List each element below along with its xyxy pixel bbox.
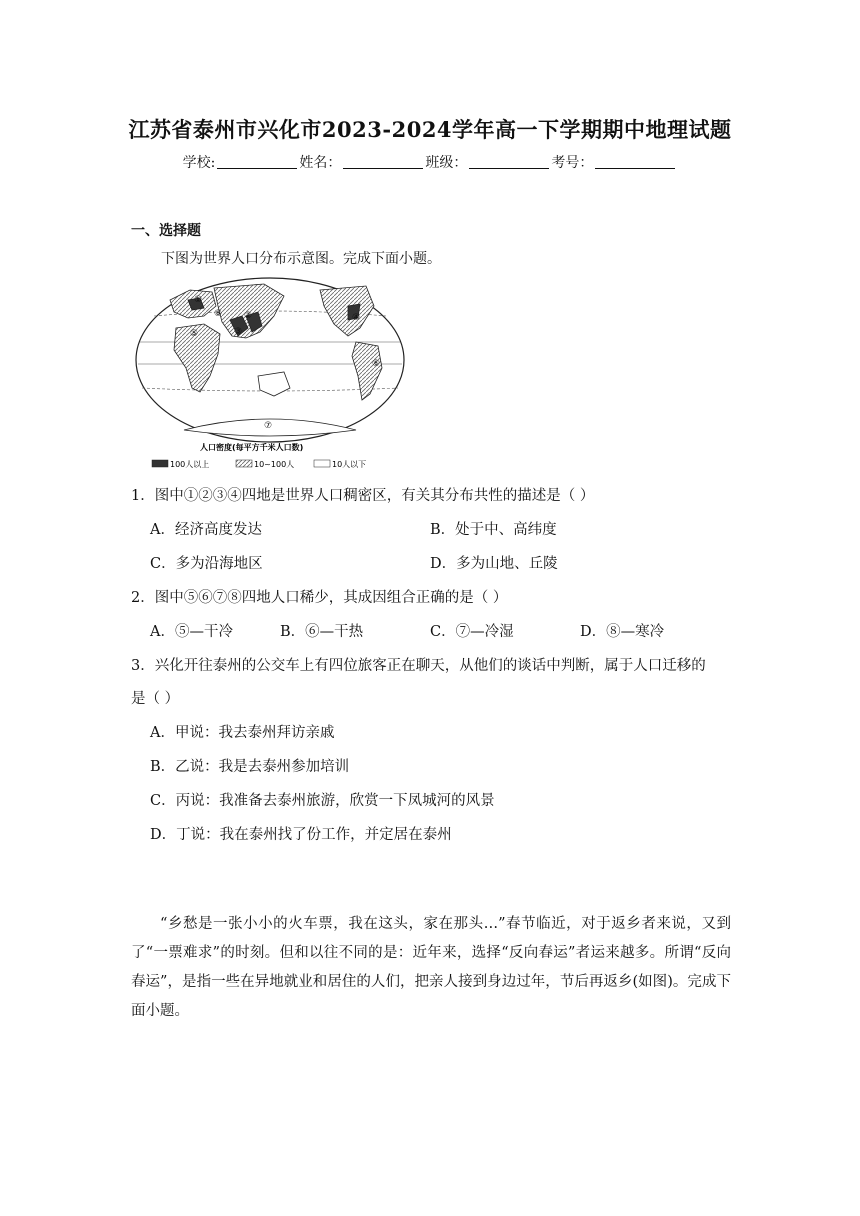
legend-title: 人口密度(每平方千米人口数) xyxy=(200,443,304,452)
map-legend xyxy=(152,459,366,469)
q2-option-b[interactable]: B．⑥—干热 xyxy=(280,624,364,640)
question-2-stem: 2．图中⑤⑥⑦⑧四地人口稀少，其成因组合正确的是（ ） xyxy=(131,590,508,606)
intro-text: 下图为世界人口分布示意图。完成下面小题。 xyxy=(161,251,441,267)
legend-medium: 10~100人 xyxy=(254,460,295,469)
exam-no-blank[interactable] xyxy=(595,154,675,169)
name-label: 姓名： xyxy=(299,155,342,171)
class-blank[interactable] xyxy=(469,154,549,169)
school-blank[interactable] xyxy=(217,154,297,169)
marker-2: ② xyxy=(244,311,253,321)
marker-7: ⑦ xyxy=(264,421,273,431)
marker-5: ⑤ xyxy=(190,329,199,339)
passage-text: “乡愁是一张小小的火车票，我在这头，家在那头…”春节临近，对于返乡者来说，又到了“一票难求”的时刻。但和以往不同的是：近年来，选择“反向春运”者运来越多。所谓“反向春运”，是指一些在异地就业和居住的人们，把亲人接到身边过年，节后再返乡(如图)。完成下面小题。 xyxy=(131,916,731,1019)
question-1-stem: 1．图中①②③④四地是世界人口稠密区，有关其分布共性的描述是（ ） xyxy=(131,488,595,504)
q3-option-d[interactable]: D．丁说：我在泰州找了份工作，并定居在泰州 xyxy=(150,827,452,843)
legend-swatch-dense xyxy=(152,460,168,467)
question-3-stem-line2: 是（ ） xyxy=(131,691,180,707)
name-blank[interactable] xyxy=(343,154,423,169)
student-info-line xyxy=(0,152,860,172)
q1-option-a[interactable]: A．经济高度发达 xyxy=(150,522,262,538)
marker-1: ① xyxy=(194,295,203,305)
q3-option-c[interactable]: C．丙说：我准备去泰州旅游，欣赏一下凤城河的风景 xyxy=(150,793,495,809)
q1-option-b[interactable]: B．处于中、高纬度 xyxy=(430,522,557,538)
school-label: 学校: xyxy=(182,155,216,171)
legend-dense: 100人以上 xyxy=(170,460,210,469)
q2-option-c[interactable]: C．⑦—冷湿 xyxy=(430,624,514,640)
question-3-stem-line1: 3．兴化开往泰州的公交车上有四位旅客正在聊天，从他们的谈话中判断，属于人口迁移的 xyxy=(131,658,706,674)
q2-option-a[interactable]: A．⑤—干冷 xyxy=(150,624,233,640)
q3-option-a[interactable]: A．甲说：我去泰州拜访亲戚 xyxy=(150,725,335,741)
exam-no-label: 考号： xyxy=(551,155,594,171)
page-title: 江苏省泰州市兴化市2023-2024学年高一下学期期中地理试题 xyxy=(128,117,732,142)
marker-6: ⑥ xyxy=(372,359,381,369)
q3-option-b[interactable]: B．乙说：我是去泰州参加培训 xyxy=(150,759,350,775)
marker-3: ③ xyxy=(234,327,243,337)
legend-swatch-sparse xyxy=(314,460,330,467)
class-label: 班级： xyxy=(425,155,468,171)
q1-option-d[interactable]: D．多为山地、丘陵 xyxy=(430,556,558,572)
section-heading: 一、选择题 xyxy=(131,223,201,239)
legend-swatch-medium xyxy=(236,460,252,467)
marker-4: ④ xyxy=(352,313,361,323)
q2-option-d[interactable]: D．⑧—寒冷 xyxy=(580,624,665,640)
marker-8: ⑧ xyxy=(214,309,223,319)
legend-sparse: 10人以下 xyxy=(332,460,367,469)
q1-option-c[interactable]: C．多为沿海地区 xyxy=(150,556,263,572)
world-population-map xyxy=(134,276,406,472)
